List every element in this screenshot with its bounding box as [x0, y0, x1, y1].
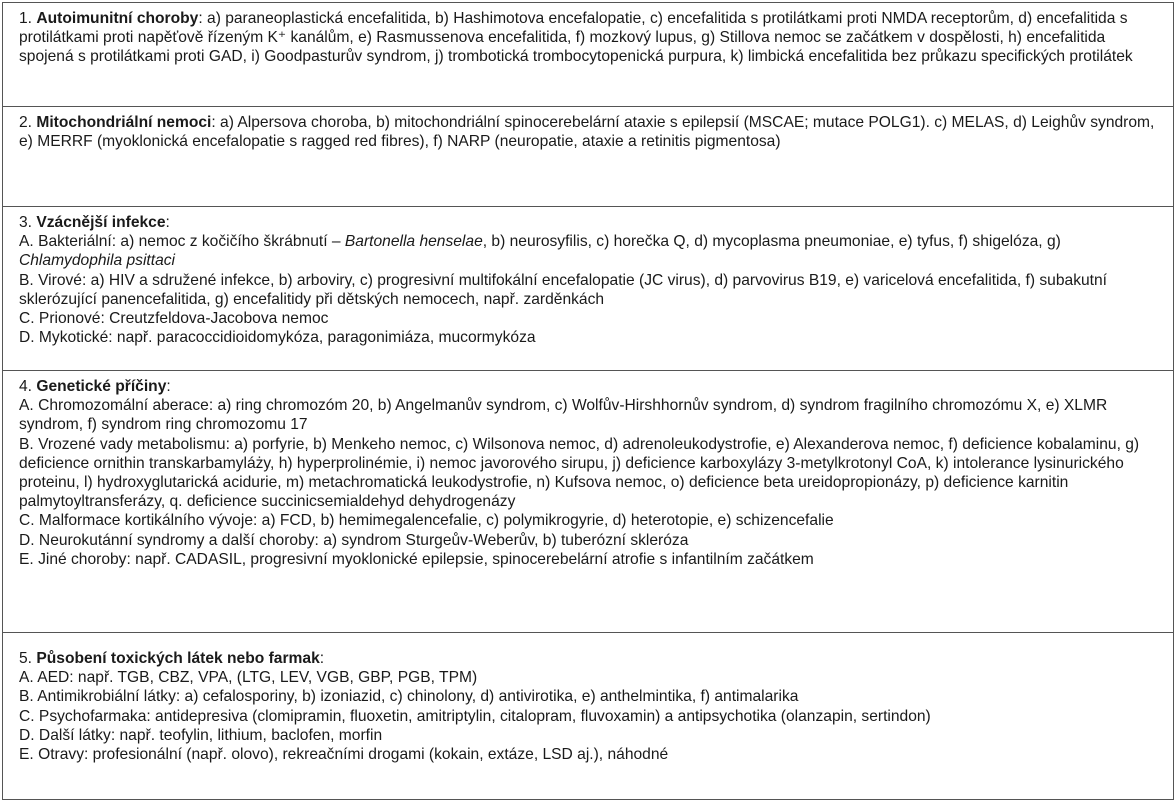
- section-infections: [3, 207, 1173, 371]
- section-title: Autoimunitní choroby: [36, 10, 199, 27]
- subitem-metabolic: B. Vrozené vady metabolismu: a) porfyrie, b) Menkeho nemoc, c) Wilsonova nemoc, d) adrenoleukodystrofie, e) Alexanderova nemoc, f) deficience kobalaminu, g) deficience ornithin transkarbamyláży, h) hyperprolinémie, i) nemoc javorového sirupu, j) deficience karboxylázy 3-metylkrotonyl CoA, k) intolerance lysinurického proteinu, l) hydroxyglutarická acidurie, m) metachromatická leukodystrofie, n) Kufsova nemoc, o) deficience beta ureidopropionázy, p) deficience karnitin palmytoyltransferázy, q. deficience succinicsemialdehyd dehydrogenázy: [19, 435, 1140, 511]
- subitem-other-diseases: E. Jiné choroby: např. CADASIL, progresivní myoklonické epilepsie, spinocerebelární atrofie s infantilním začátkem: [19, 550, 814, 568]
- section-colon: :: [166, 378, 171, 395]
- section-number: 1.: [19, 10, 33, 27]
- section-title: Působení toxických látek nebo farmak: [36, 650, 320, 667]
- section-colon: :: [211, 114, 221, 131]
- section-text: a) Alpersova choroba, b) mitochondriální spinocerebelární ataxie s epilepsií (MSCAE; mutace POLG1). c) MELAS, d) Leighův syndrom, e) MERRF (myoklonická encefalopatie s ragged red fibres), f) NARP (neuropatie, ataxie a retinitis pigmentosa): [19, 114, 1155, 151]
- section-colon: :: [198, 10, 208, 27]
- bartonella-italic: Bartonella henselae: [344, 233, 483, 251]
- section-colon: :: [319, 650, 325, 667]
- subitem-bacterial: A. Bakteriální: a) nemoc z kočičího škrábnutí – Bartonella henselae, b) neurosyfilis, c) horečka Q, d) mycoplasma pneumoniae, e) tyfus, f) shigelóza, g) Chlamydophila psittaci: [19, 233, 1061, 270]
- subitem-cortical-malformation: C. Malformace kortikálního vývoje: a) FCD, b) hemimegalencefalie, c) polymikrogyrie, d) heterotopie, e) schizencefalie: [19, 512, 834, 530]
- subitem-poisoning: E. Otravy: profesionální (např. olovo), rekreačními drogami (kokain, extáze, LSD aj.), náhodné: [19, 746, 669, 764]
- section-title: Genetické příčiny: [36, 378, 167, 395]
- chlamydophila-italic: Chlamydophila psittaci: [19, 252, 176, 270]
- section-title: Mitochondriální nemoci: [36, 114, 212, 131]
- section-genetic: [3, 371, 1173, 633]
- section-number: 4.: [19, 378, 33, 395]
- section-toxic: [3, 633, 1173, 799]
- section-autoimmune: [3, 3, 1173, 107]
- subitem-mycotic: D. Mykotické: např. paracoccidioidomykóza, paragonimiáza, mucormykóza: [19, 329, 536, 347]
- section-colon: :: [165, 214, 170, 231]
- section-mitochondrial: [3, 107, 1173, 207]
- subitem-psychopharmaca: C. Psychofarmaka: antidepresiva (clomipramin, fluoxetin, amitriptylin, citalopram, fluvoxamin) a antipsychotika (olanzapin, sertindon): [19, 707, 931, 725]
- subitem-other-substances: D. Další látky: např. teofylin, lithium, baclofen, morfin: [19, 726, 383, 744]
- subitem-viral: B. Virové: a) HIV a sdružené infekce, b) arboviry, c) progresivní multifokální encefalopatie (JC virus), d) parvovirus B19, e) varicelová encefalitida, f) subakutní sklerózující panencefalitida, g) encefalitidy při dětských nemocech, např. zarděnkách: [19, 271, 1107, 308]
- section-text: a) paraneoplastická encefalitida, b) Hashimotova encefalopatie, c) encefalitida s protilátkami proti NMDA receptorům, d) encefalitida s protilátkami proti napěťově řízeným K⁺ kanálům, e) Rasmussenova encefalitida, f) mozkový lupus, g) Stillova nemoc se začátkem v dospělosti, h) encefalitida spojená s protilátkami proti GAD, i) Goodpasturův syndrom, j) trombotická trombocytopenická purpura, k) limbická encefalitida bez průkazu specifických protilátek: [19, 10, 1133, 66]
- subitem-chromosomal: A. Chromozomální aberace: a) ring chromozóm 20, b) Angelmanův syndrom, c) Wolfův-Hirshhornův syndrom, d) syndrom fragilního chromozómu X, e) XLMR syndrom, f) syndrom ring chromozomu 17: [19, 397, 1108, 434]
- subitem-antimicrobial: B. Antimikrobiální látky: a) cefalosporiny, b) izoniazid, c) chinolony, d) antivirotika, e) anthelmintika, f) antimalarika: [19, 688, 799, 706]
- subitem-neurocutaneous: D. Neurokutánní syndromy a další choroby: a) syndrom Sturgeův-Weberův, b) tuberózní skleróza: [19, 531, 689, 549]
- subitem-prion: C. Prionové: Creutzfeldova-Jacobova nemoc: [19, 310, 329, 328]
- section-title: Vzácnější infekce: [36, 214, 166, 231]
- section-number: 2.: [19, 114, 33, 131]
- section-number: 3.: [19, 214, 33, 231]
- section-number: 5.: [19, 650, 33, 667]
- causes-table: [2, 2, 1174, 800]
- subitem-aed: A. AED: např. TGB, CBZ, VPA, (LTG, LEV, VGB, GBP, PGB, TPM): [19, 669, 478, 687]
